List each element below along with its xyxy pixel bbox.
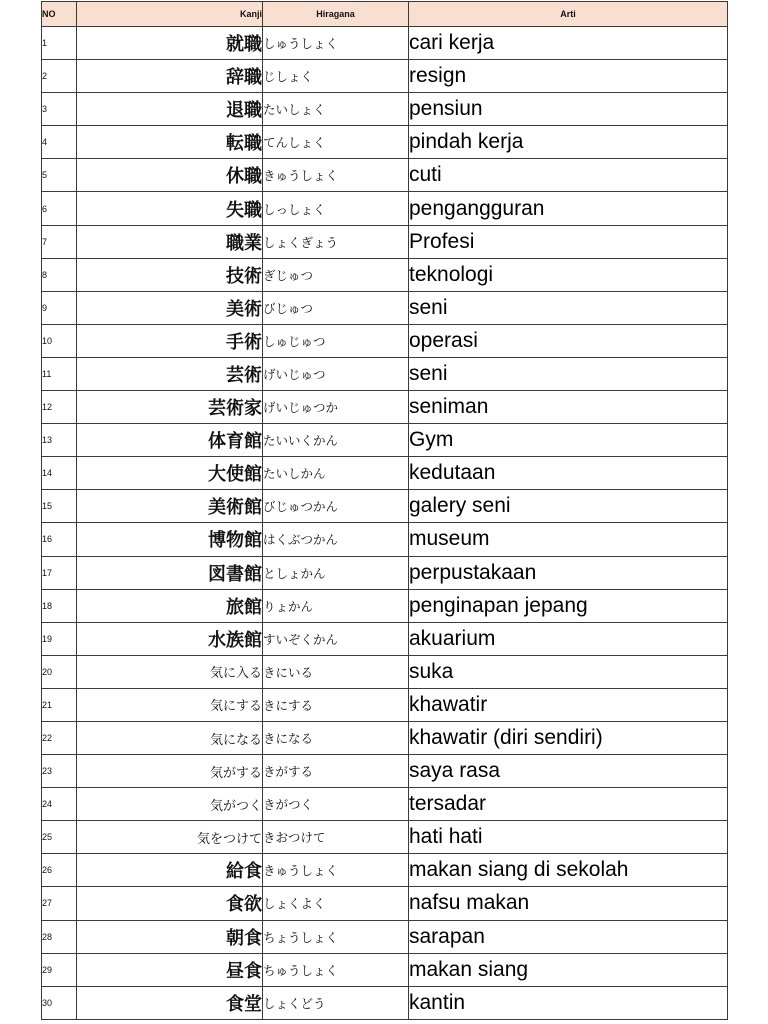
arti-cell: cari kerja — [409, 27, 728, 60]
table-row — [42, 258, 728, 291]
arti-cell: pensiun — [409, 93, 728, 126]
arti-cell: akuarium — [409, 622, 728, 655]
arti-cell: khawatir (diri sendiri) — [409, 721, 728, 754]
arti-cell: khawatir — [409, 688, 728, 721]
kanji-cell: 気にする — [77, 688, 263, 721]
arti-cell: saya rasa — [409, 755, 728, 788]
row-number: 12 — [42, 391, 77, 424]
hiragana-cell: きゅうしょく — [263, 854, 409, 887]
kanji-cell: 気をつけて — [77, 821, 263, 854]
kanji-cell: 退職 — [77, 93, 263, 126]
row-number: 1 — [42, 27, 77, 60]
hiragana-cell: すいぞくかん — [263, 622, 409, 655]
kanji-cell: 辞職 — [77, 60, 263, 93]
header-no: NO — [42, 2, 77, 27]
hiragana-cell: たいいくかん — [263, 424, 409, 457]
hiragana-cell: きゅうしょく — [263, 159, 409, 192]
arti-cell: kedutaan — [409, 457, 728, 490]
arti-cell: museum — [409, 523, 728, 556]
row-number: 19 — [42, 622, 77, 655]
arti-cell: nafsu makan — [409, 887, 728, 920]
arti-cell: pengangguran — [409, 192, 728, 225]
table-row — [42, 688, 728, 721]
row-number: 16 — [42, 523, 77, 556]
kanji-cell: 昼食 — [77, 953, 263, 986]
hiragana-cell: はくぶつかん — [263, 523, 409, 556]
table-row — [42, 920, 728, 953]
table-row — [42, 655, 728, 688]
table-row — [42, 60, 728, 93]
hiragana-cell: げいじゅつ — [263, 357, 409, 390]
row-number: 13 — [42, 424, 77, 457]
row-number: 30 — [42, 986, 77, 1019]
kanji-cell: 就職 — [77, 27, 263, 60]
hiragana-cell: きにいる — [263, 655, 409, 688]
row-number: 18 — [42, 589, 77, 622]
row-number: 6 — [42, 192, 77, 225]
table-row — [42, 986, 728, 1019]
arti-cell: cuti — [409, 159, 728, 192]
kanji-cell: 美術 — [77, 291, 263, 324]
arti-cell: Gym — [409, 424, 728, 457]
table-row — [42, 93, 728, 126]
kanji-cell: 芸術家 — [77, 391, 263, 424]
row-number: 14 — [42, 457, 77, 490]
table-row — [42, 490, 728, 523]
hiragana-cell: しゅうしょく — [263, 27, 409, 60]
row-number: 11 — [42, 357, 77, 390]
row-number: 29 — [42, 953, 77, 986]
hiragana-cell: ちょうしょく — [263, 920, 409, 953]
hiragana-cell: きがする — [263, 755, 409, 788]
table-row — [42, 589, 728, 622]
header-kanji: Kanji — [77, 2, 263, 27]
header-hiragana: Hiragana — [263, 2, 409, 27]
kanji-cell: 美術館 — [77, 490, 263, 523]
table-row — [42, 391, 728, 424]
kanji-cell: 手術 — [77, 324, 263, 357]
kanji-cell: 気がつく — [77, 788, 263, 821]
arti-cell: makan siang di sekolah — [409, 854, 728, 887]
hiragana-cell: しっしょく — [263, 192, 409, 225]
table-row — [42, 755, 728, 788]
arti-cell: makan siang — [409, 953, 728, 986]
table-row — [42, 357, 728, 390]
hiragana-cell: ぎじゅつ — [263, 258, 409, 291]
table-row — [42, 788, 728, 821]
kanji-cell: 旅館 — [77, 589, 263, 622]
row-number: 2 — [42, 60, 77, 93]
hiragana-cell: しょくぎょう — [263, 225, 409, 258]
kanji-cell: 朝食 — [77, 920, 263, 953]
row-number: 15 — [42, 490, 77, 523]
kanji-cell: 食欲 — [77, 887, 263, 920]
table-header — [42, 2, 728, 27]
row-number: 3 — [42, 93, 77, 126]
kanji-cell: 気がする — [77, 755, 263, 788]
arti-cell: seniman — [409, 391, 728, 424]
table-row — [42, 523, 728, 556]
table-row — [42, 225, 728, 258]
hiragana-cell: きがつく — [263, 788, 409, 821]
arti-cell: seni — [409, 291, 728, 324]
hiragana-cell: てんしょく — [263, 126, 409, 159]
row-number: 5 — [42, 159, 77, 192]
row-number: 26 — [42, 854, 77, 887]
hiragana-cell: びじゅつかん — [263, 490, 409, 523]
arti-cell: operasi — [409, 324, 728, 357]
table-row — [42, 159, 728, 192]
row-number: 25 — [42, 821, 77, 854]
table-row — [42, 457, 728, 490]
row-number: 10 — [42, 324, 77, 357]
row-number: 4 — [42, 126, 77, 159]
hiragana-cell: きおつけて — [263, 821, 409, 854]
table-row — [42, 821, 728, 854]
hiragana-cell: としょかん — [263, 556, 409, 589]
kanji-cell: 転職 — [77, 126, 263, 159]
table-row — [42, 953, 728, 986]
hiragana-cell: たいしかん — [263, 457, 409, 490]
kanji-cell: 休職 — [77, 159, 263, 192]
arti-cell: penginapan jepang — [409, 589, 728, 622]
hiragana-cell: きになる — [263, 721, 409, 754]
arti-cell: suka — [409, 655, 728, 688]
kanji-cell: 失職 — [77, 192, 263, 225]
kanji-cell: 職業 — [77, 225, 263, 258]
hiragana-cell: りょかん — [263, 589, 409, 622]
arti-cell: sarapan — [409, 920, 728, 953]
kanji-cell: 技術 — [77, 258, 263, 291]
arti-cell: perpustakaan — [409, 556, 728, 589]
vocabulary-table — [41, 1, 728, 1020]
row-number: 21 — [42, 688, 77, 721]
row-number: 7 — [42, 225, 77, 258]
kanji-cell: 食堂 — [77, 986, 263, 1019]
arti-cell: Profesi — [409, 225, 728, 258]
row-number: 28 — [42, 920, 77, 953]
arti-cell: tersadar — [409, 788, 728, 821]
table-row — [42, 291, 728, 324]
hiragana-cell: びじゅつ — [263, 291, 409, 324]
table-row — [42, 721, 728, 754]
hiragana-cell: しょくよく — [263, 887, 409, 920]
row-number: 8 — [42, 258, 77, 291]
arti-cell: pindah kerja — [409, 126, 728, 159]
arti-cell: teknologi — [409, 258, 728, 291]
table-row — [42, 887, 728, 920]
arti-cell: kantin — [409, 986, 728, 1019]
kanji-cell: 博物館 — [77, 523, 263, 556]
table-row — [42, 854, 728, 887]
kanji-cell: 給食 — [77, 854, 263, 887]
row-number: 23 — [42, 755, 77, 788]
hiragana-cell: しょくどう — [263, 986, 409, 1019]
row-number: 9 — [42, 291, 77, 324]
table-body — [42, 27, 728, 1020]
table-row — [42, 424, 728, 457]
row-number: 20 — [42, 655, 77, 688]
hiragana-cell: げいじゅつか — [263, 391, 409, 424]
hiragana-cell: きにする — [263, 688, 409, 721]
hiragana-cell: たいしょく — [263, 93, 409, 126]
arti-cell: galery seni — [409, 490, 728, 523]
header-arti: Arti — [409, 2, 728, 27]
table-row — [42, 556, 728, 589]
header-row — [42, 2, 728, 27]
table-row — [42, 622, 728, 655]
table-row — [42, 324, 728, 357]
table-row — [42, 126, 728, 159]
arti-cell: resign — [409, 60, 728, 93]
row-number: 17 — [42, 556, 77, 589]
hiragana-cell: じしょく — [263, 60, 409, 93]
arti-cell: seni — [409, 357, 728, 390]
kanji-cell: 大使館 — [77, 457, 263, 490]
kanji-cell: 図書館 — [77, 556, 263, 589]
arti-cell: hati hati — [409, 821, 728, 854]
kanji-cell: 水族館 — [77, 622, 263, 655]
kanji-cell: 気に入る — [77, 655, 263, 688]
row-number: 27 — [42, 887, 77, 920]
kanji-cell: 芸術 — [77, 357, 263, 390]
table-row — [42, 192, 728, 225]
hiragana-cell: ちゅうしょく — [263, 953, 409, 986]
kanji-cell: 気になる — [77, 721, 263, 754]
hiragana-cell: しゅじゅつ — [263, 324, 409, 357]
row-number: 24 — [42, 788, 77, 821]
kanji-cell: 体育館 — [77, 424, 263, 457]
table-row — [42, 27, 728, 60]
row-number: 22 — [42, 721, 77, 754]
